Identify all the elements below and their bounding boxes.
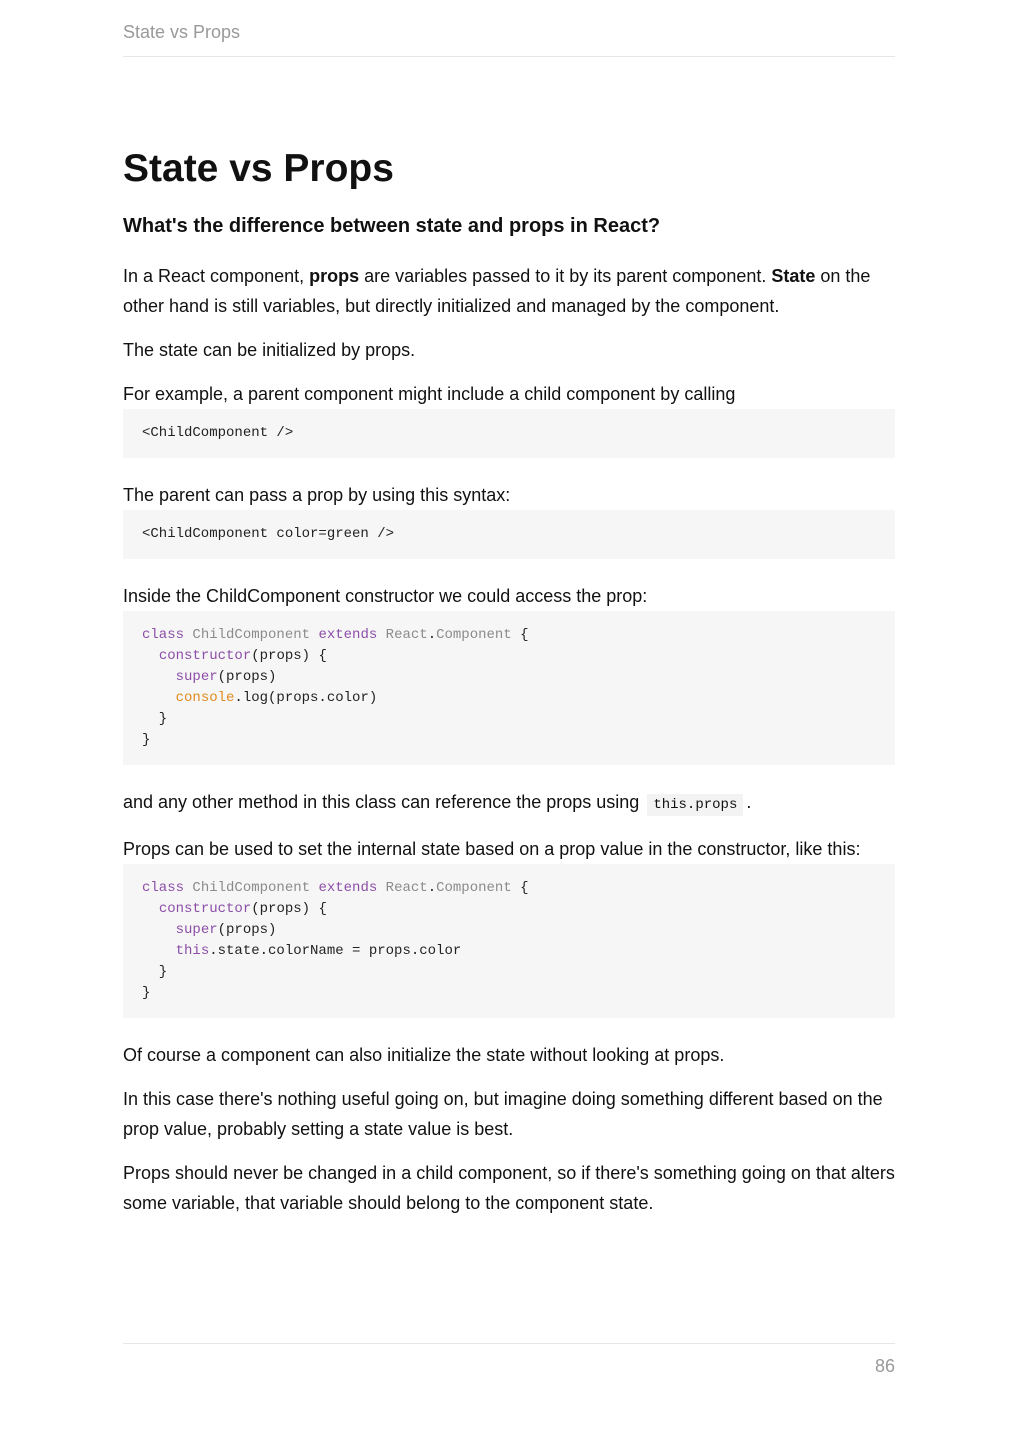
page-title: State vs Props — [123, 147, 394, 190]
paragraph-intro — [123, 261, 895, 321]
code-text: . — [427, 880, 437, 896]
text-span: and any other method in this class can reference the props using — [123, 792, 640, 812]
bold-state: State — [771, 266, 816, 286]
code-keyword: super — [175, 922, 218, 938]
code-function: constructor — [158, 901, 252, 917]
paragraph-never-change: Props should never be changed in a child component, so if there's something going on that alters some variable, that variable should belong to the component state. — [123, 1163, 895, 1213]
code-indent — [142, 648, 159, 664]
article-content — [123, 145, 895, 1218]
paragraph-imagine: In this case there's nothing useful going on, but imagine doing something different based on the prop value, probably setting a state value is best. — [123, 1089, 883, 1139]
running-header: State vs Props — [123, 22, 895, 57]
code-function: constructor — [158, 648, 252, 664]
code-indent — [142, 690, 176, 706]
code-class-name: ChildComponent — [192, 627, 311, 643]
paragraph-state-init: The state can be initialized by props. — [123, 340, 416, 360]
bold-props: props — [309, 266, 360, 286]
code-keyword: super — [175, 669, 218, 685]
paragraph-constructor: Inside the ChildComponent constructor we could access the prop: — [123, 586, 648, 606]
code-keyword: extends — [318, 880, 378, 896]
code-block-child-component: <ChildComponent /> — [123, 409, 895, 458]
inline-code: this.props — [647, 794, 743, 816]
code-keyword: class — [142, 880, 185, 896]
code-console: console — [175, 690, 235, 706]
paragraph-example: For example, a parent component might include a child component by calling — [123, 384, 736, 404]
code-text: .state.colorName = props.color — [209, 943, 462, 959]
page-footer — [123, 1343, 895, 1376]
code-text: (props) { — [251, 901, 327, 917]
code-text: } — [142, 985, 151, 1001]
code-text: (props) { — [251, 648, 327, 664]
code-text: } — [142, 711, 168, 727]
code-text: .log(props.color) — [234, 690, 378, 706]
page-number: 86 — [874, 1356, 895, 1376]
code-block-constructor-state — [123, 864, 895, 1018]
code-class-name: ChildComponent — [192, 880, 311, 896]
code-block-constructor-log — [123, 611, 895, 765]
code-text: (props) — [217, 669, 277, 685]
paragraph-this-props — [123, 787, 895, 820]
text-span: . — [746, 792, 752, 812]
document-page — [123, 0, 895, 1440]
code-keyword: class — [142, 627, 185, 643]
code-text: } — [142, 732, 151, 748]
code-keyword: this — [175, 943, 210, 959]
code-block-child-component-color: <ChildComponent color=green /> — [123, 510, 895, 559]
code-class-name: Component — [436, 880, 512, 896]
text-span: are variables passed to it by its parent component. — [359, 266, 772, 286]
text-span: on the other hand is still variables, but directly initialized and managed by the component. — [123, 266, 871, 316]
code-indent — [142, 943, 176, 959]
code-text: } — [142, 964, 168, 980]
code-class-name: React — [385, 880, 428, 896]
code-text: { — [511, 627, 529, 643]
code-text: (props) — [217, 922, 277, 938]
section-subtitle: What's the difference between state and props in React? — [123, 215, 661, 237]
code-indent — [142, 669, 176, 685]
code-keyword: extends — [318, 627, 378, 643]
paragraph-without-props: Of course a component can also initialize the state without looking at props. — [123, 1045, 725, 1065]
code-indent — [142, 922, 176, 938]
code-text: . — [427, 627, 437, 643]
paragraph-internal-state: Props can be used to set the internal state based on a prop value in the constructor, like this: — [123, 839, 861, 859]
code-class-name: Component — [436, 627, 512, 643]
code-text: { — [511, 880, 529, 896]
paragraph-pass-prop: The parent can pass a prop by using this syntax: — [123, 485, 511, 505]
code-class-name: React — [385, 627, 428, 643]
code-indent — [142, 901, 159, 917]
text-span: In a React component, — [123, 266, 310, 286]
